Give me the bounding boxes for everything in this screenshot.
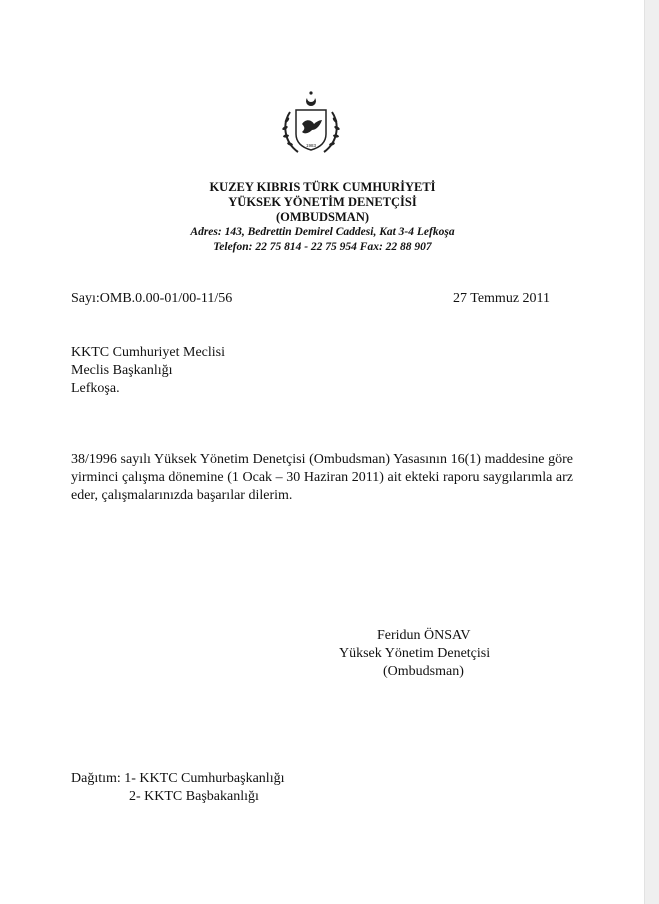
header-address: Adres: 143, Bedrettin Demirel Caddesi, Kat 3-4 Lefkoşa [190,226,455,238]
letter-date: 27 Temmuz 2011 [453,291,551,306]
header-phone: Telefon: 22 75 814 - 22 75 954 Fax: 22 88 907 [213,241,432,253]
recipient-line-2: Meclis Başkanlığı [71,363,173,378]
distribution-line-2: 2- KKTC Başbakanlığı [129,789,259,804]
signatory-title: Yüksek Yönetim Denetçisi [339,646,491,661]
header-ombudsman: (OMBUDSMAN) [275,210,370,224]
reference-number: Sayı:OMB.0.00-01/00-11/56 [71,291,233,306]
recipient-line-3: Lefkoşa. [71,381,120,396]
distribution-line-1: Dağıtım: 1- KKTC Cumhurbaşkanlığı [71,771,285,786]
header-office: YÜKSEK YÖNETİM DENETÇİSİ [228,195,417,209]
header-country: KUZEY KIBRIS TÜRK CUMHURİYETİ [209,180,436,194]
recipient-line-1: KKTC Cumhuriyet Meclisi [71,345,225,360]
emblem-year: 1983 [305,143,317,148]
vertical-scrollbar[interactable] [644,0,659,904]
letter-body: 38/1996 sayılı Yüksek Yönetim Denetçisi (Ombudsman) Yasasının 16(1) maddesine göre yirminci çalışma dönemine (1 Ocak – 30 Haziran 2011) ait ekteki raporu saygılarımla arz eder, çalışmalarınızda başarılar dilerim. [71,452,573,503]
signatory-title-2: (Ombudsman) [383,664,464,679]
coat-of-arms-emblem [276,90,346,162]
signatory-name: Feridun ÖNSAV [377,628,471,643]
